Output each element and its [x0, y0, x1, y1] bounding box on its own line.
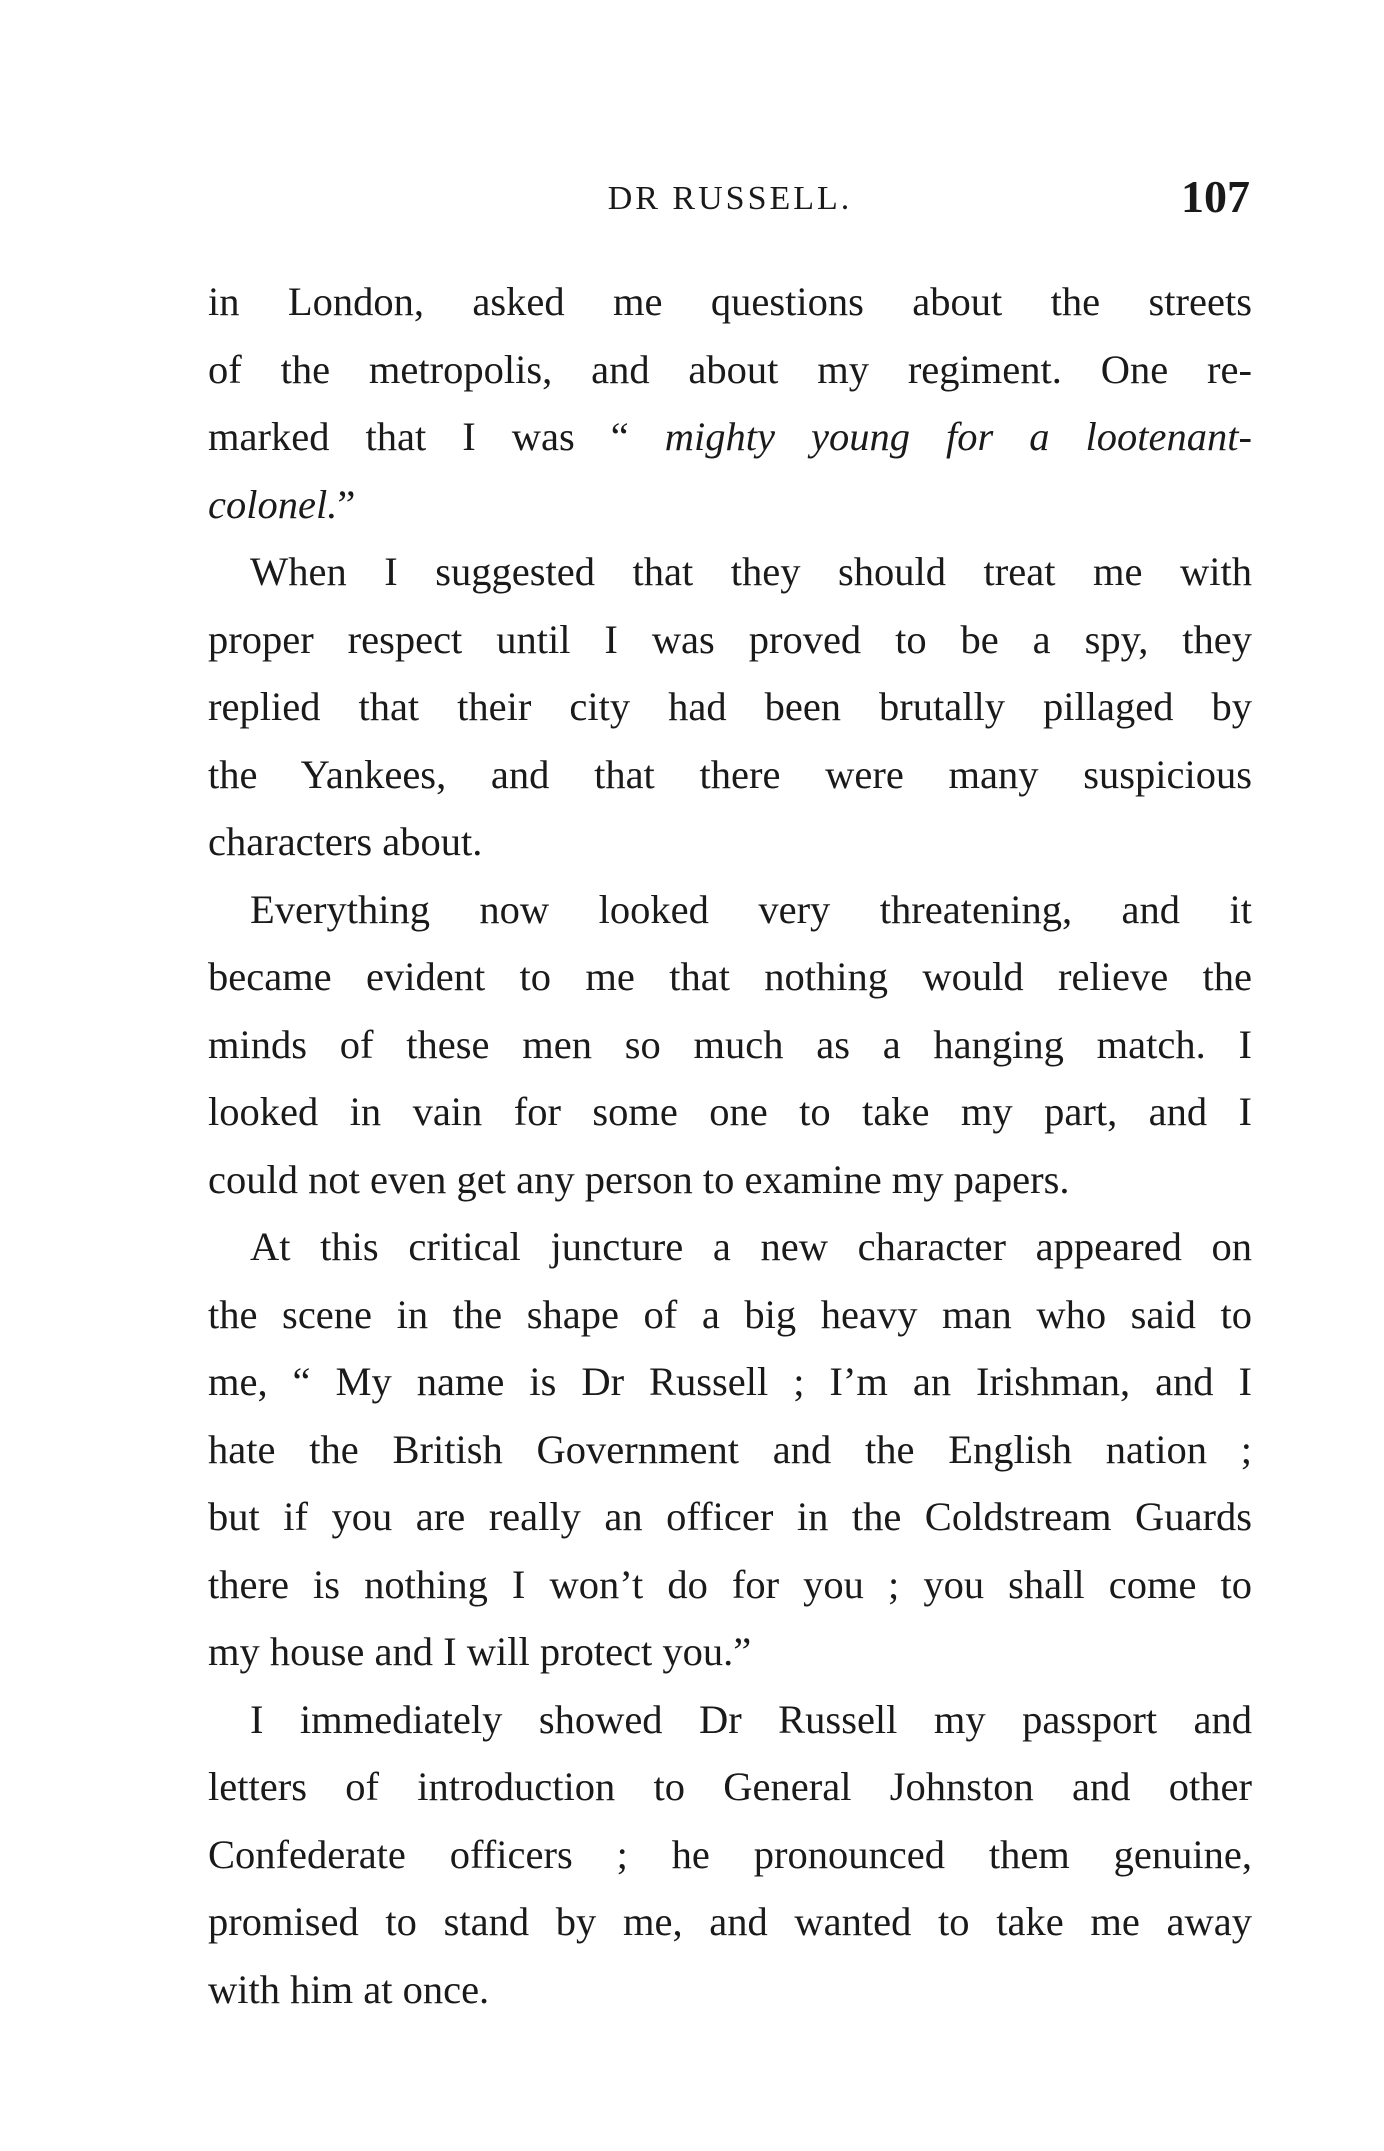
text-run: the scene in the shape of a big heavy man who said to — [208, 1291, 1252, 1337]
text-run: promised to stand by me, and wanted to take me away — [208, 1899, 1252, 1944]
text-line — [208, 1956, 1252, 2024]
page-number: 107 — [1181, 171, 1250, 222]
italic-text: colonel. — [208, 481, 338, 527]
text-line — [208, 1011, 1252, 1079]
text-run: of the metropolis, and about my regiment. One re- — [208, 346, 1252, 392]
text-run: replied that their city had been brutally pillaged by — [208, 684, 1252, 729]
text-run: me, “ My name is Dr Russell ; I’m an Irishman, and I — [208, 1359, 1252, 1404]
text-run: but if you are really an officer in the Coldstream Guards — [208, 1494, 1252, 1539]
text-line — [208, 1551, 1252, 1619]
text-line — [208, 1213, 1252, 1281]
paragraph — [208, 876, 1252, 1214]
text-line — [208, 741, 1252, 809]
text-line — [208, 606, 1252, 674]
text-run: letters of introduction to General Johnston and other — [208, 1764, 1252, 1809]
text-line — [208, 808, 1252, 876]
text-line — [208, 1821, 1252, 1889]
text-run: my house and I will protect you.” — [208, 1629, 752, 1674]
text-run: with him at once. — [208, 1966, 490, 2012]
text-run: Everything now looked very threatening, and it — [250, 886, 1252, 932]
text-line — [208, 1078, 1252, 1146]
text-line — [208, 471, 1252, 539]
italic-text: mighty young for a lootenant- — [664, 414, 1253, 459]
text-run: looked in vain for some one to take my part, and I — [208, 1089, 1252, 1134]
text-line — [208, 1416, 1252, 1484]
text-run: I immediately showed Dr Russell my passport and — [250, 1696, 1252, 1742]
text-run: Confederate officers ; he pronounced them genuine, — [208, 1831, 1252, 1877]
text-line — [208, 1281, 1252, 1349]
text-run: there is nothing I won’t do for you ; you shall come to — [208, 1561, 1252, 1607]
text-run: hate the British Government and the English nation ; — [208, 1426, 1252, 1472]
text-run: became evident to me that nothing would relieve the — [208, 954, 1252, 999]
text-run: marked that I was “ — [208, 414, 665, 459]
text-run: in London, asked me questions about the streets — [208, 279, 1252, 324]
text-run: At this critical juncture a new character appeared on — [250, 1224, 1252, 1269]
text-run: characters about. — [208, 819, 483, 864]
text-line — [208, 336, 1252, 404]
text-line — [208, 1618, 1252, 1686]
paragraph — [208, 268, 1252, 538]
body-text — [208, 268, 1252, 2023]
text-run: When I suggested that they should treat me with — [250, 549, 1252, 594]
text-line — [208, 1348, 1252, 1416]
paragraph — [208, 1686, 1252, 2024]
paragraph — [208, 538, 1252, 876]
text-line — [208, 673, 1252, 741]
running-title: DR RUSSELL. — [607, 180, 853, 217]
paragraph — [208, 1213, 1252, 1686]
text-run: proper respect until I was proved to be a spy, they — [208, 616, 1252, 662]
text-run: minds of these men so much as a hanging match. I — [208, 1021, 1252, 1067]
text-line — [208, 943, 1252, 1011]
text-line — [208, 1753, 1252, 1821]
text-run: ” — [337, 481, 356, 527]
text-line — [208, 268, 1252, 336]
text-line — [208, 403, 1252, 471]
running-head — [210, 170, 1250, 230]
text-line — [208, 1686, 1252, 1754]
text-line — [208, 876, 1252, 944]
text-line — [208, 538, 1252, 606]
text-line — [208, 1483, 1252, 1551]
text-run: could not even get any person to examine my papers. — [208, 1156, 1070, 1202]
text-run: the Yankees, and that there were many suspicious — [208, 751, 1252, 797]
text-line — [208, 1146, 1252, 1214]
text-line — [208, 1888, 1252, 1956]
